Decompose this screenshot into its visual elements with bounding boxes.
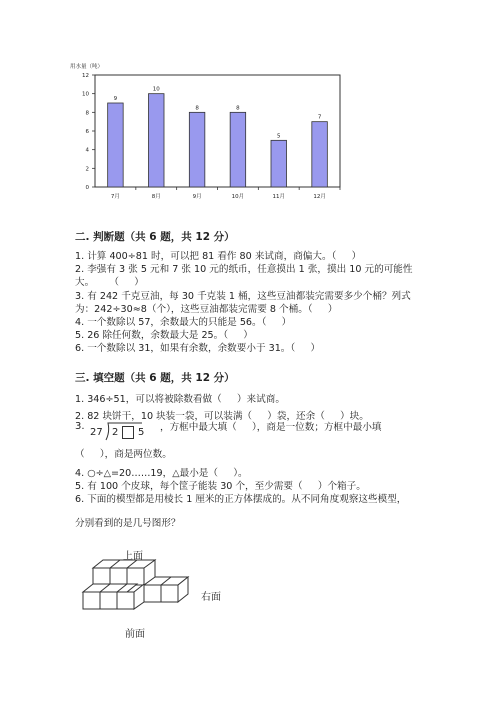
y-tick-label: 8 (85, 110, 89, 117)
y-tick-label: 12 (82, 73, 89, 79)
bar (271, 140, 287, 187)
x-tick-label: 11月 (272, 194, 285, 200)
dividend-digit-a: 2 (112, 427, 119, 438)
fill-q5: 5. 有 100 个皮球，每个筐子能装 30 个，至少需要（ ）个箱子。 (75, 481, 366, 493)
y-tick-label: 10 (82, 91, 89, 98)
section-2-questions (75, 250, 480, 356)
x-tick-label: 7月 (110, 194, 120, 200)
fill-q1: 1. 346÷51，可以将被除数看做（ ）来试商。 (75, 394, 285, 405)
judge-q2: 2. 李强有 3 张 5 元和 7 张 10 元的纸币，任意摸出 1 张，摸出 10 元的可能性 (75, 264, 413, 276)
bar-chart-svg (70, 58, 360, 208)
x-tick-label: 12月 (313, 194, 326, 200)
bar (189, 112, 205, 187)
fill-q6-cont-wrap (75, 517, 480, 530)
y-axis-label: 用水量（吨） (70, 64, 104, 70)
judge-q6: 6. 一个数除以 31，如果有余数，余数要小于 31。（ ） (75, 343, 321, 355)
judge-q2-cont: 大。 （ ） (75, 277, 144, 289)
section-3-questions-b (75, 467, 480, 507)
y-tick-label: 4 (85, 147, 89, 154)
x-tick-label: 8月 (151, 194, 161, 200)
q3-number: 3. (75, 421, 85, 432)
model-front-label: 前面 (125, 629, 145, 640)
division-expression (75, 420, 150, 442)
fill-q2: 2. 82 块饼干，10 块装一袋，可以装满（ ）袋，还余（ ）块。 (75, 411, 369, 423)
judge-q5: 5. 26 除任何数，余数最大是 25。（ ） (75, 330, 253, 342)
bar-value-label: 5 (277, 133, 281, 140)
fill-q3-line2: （ ），商是两位数。 (75, 449, 172, 460)
y-tick-label: 0 (85, 185, 89, 191)
bar-value-label: 8 (236, 105, 240, 112)
judge-q4: 4. 一个数除以 57，余数最大的只能是 56。（ ） (75, 317, 292, 329)
blank-box (122, 426, 134, 439)
cube-model (75, 550, 235, 640)
model-right-label: 右面 (201, 592, 221, 603)
judge-q3-cont: 为：242÷30≈8（个），这些豆油都装完需要 8 个桶。（ ） (75, 303, 338, 315)
fill-q3-line2-wrap (75, 448, 480, 461)
divisor: 27 (90, 427, 103, 438)
section-3-questions-a (75, 393, 480, 423)
y-tick-label: 2 (85, 166, 89, 173)
model-top-label: 上面 (123, 551, 143, 562)
bar (108, 103, 124, 187)
fill-q3-line1: ，方框中最大填（ ），商是一位数；方框中最小填 (160, 422, 382, 433)
fill-q4: 4. ○÷△=20……19，△最小是（ ）。 (75, 468, 248, 479)
judge-q1: 1. 计算 400÷81 时，可以把 81 看作 80 来试商，商偏大。（ ） (75, 251, 362, 262)
bar (230, 112, 246, 187)
section-2-title: 二. 判断题（共 6 题，共 12 分） (75, 231, 235, 243)
bar-value-label: 8 (195, 105, 199, 112)
plot-frame (95, 75, 340, 187)
bar-value-label: 9 (113, 96, 118, 102)
section-3-title: 三. 填空题（共 6 题，共 12 分） (75, 372, 235, 384)
x-tick-label: 9月 (192, 194, 202, 200)
dividend-digit-b: 5 (138, 427, 145, 438)
bar (148, 94, 164, 187)
y-tick-label: 6 (85, 129, 89, 135)
fill-q6-cont: 分别看到的是几号图形？ (75, 518, 181, 529)
bar-value-label: 7 (317, 114, 322, 121)
bar (312, 122, 328, 187)
fill-q6: 6. 下面的模型都是用棱长 1 厘米的正方体摆成的。从不同角度观察这些模型， (75, 494, 407, 506)
judge-q3: 3. 有 242 千克豆油，每 30 千克装 1 桶，这些豆油都装完需要多少个桶？列式 (75, 290, 411, 302)
water-usage-chart (70, 58, 360, 208)
x-tick-label: 10月 (231, 194, 245, 200)
fill-q3-text (160, 421, 480, 434)
bar-value-label: 10 (152, 86, 160, 93)
